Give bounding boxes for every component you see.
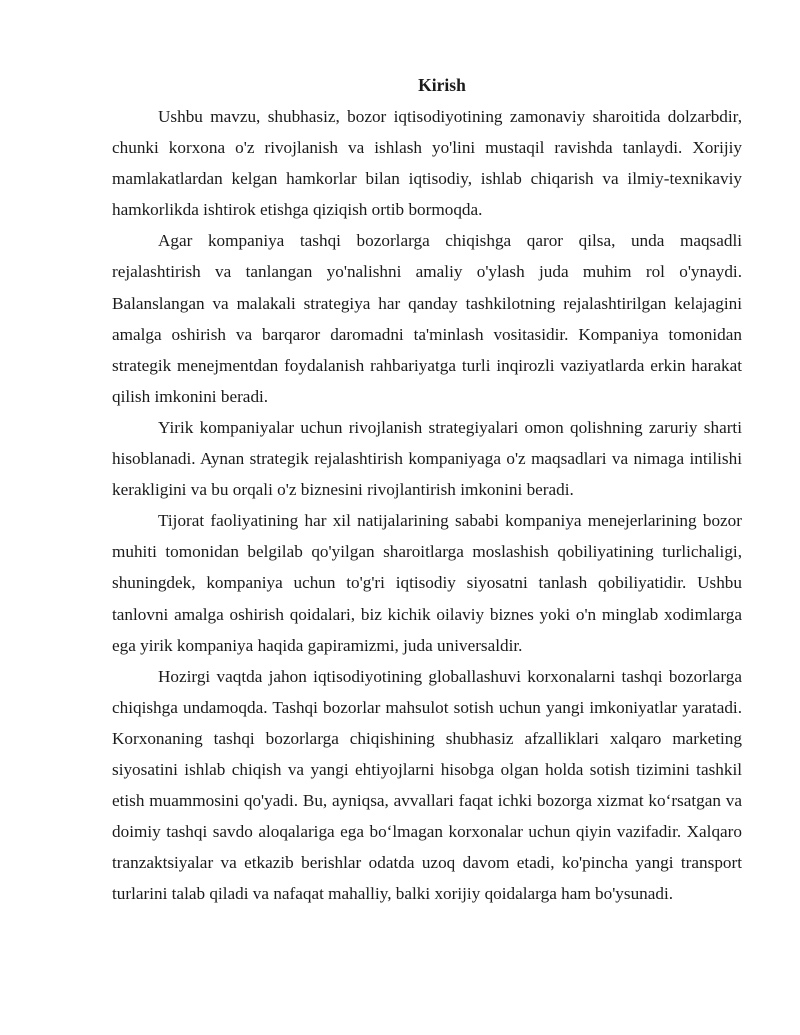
document-title: Kirish bbox=[418, 75, 466, 95]
paragraph-4: Tijorat faoliyatining har xil natijalarining sababi kompaniya menejerlarining bozor muhiti tomonidan belgilab qo'yilgan sharoitlarga moslashish qobiliyatining turlichaligi, shuningdek, kompaniya uchun to'g'ri iqtisodiy siyosatni tanlash qobiliyatidir. Ushbu tanlovni amalga oshirish qoidalari, biz kichik oilaviy biznes yoki o'n minglab xodimlarga ega yirik kompaniya haqida gapiramizmi, juda universaldir. bbox=[112, 511, 742, 655]
paragraph-2: Agar kompaniya tashqi bozorlarga chiqishga qaror qilsa, unda maqsadli rejalashtirish va tanlangan yo'nalishni amaliy o'ylash juda muhim rol o'ynaydi. Balanslangan va malakali strategiya har qanday tashkilotning rejalashtirilgan kelajagini amalga oshirish va barqaror daromadni ta'minlash vositasidir. Kompaniya tomonidan strategik menejmentdan foydalanish rahbariyatga turli inqirozli vaziyatlarda erkin harakat qilish imkonini beradi. bbox=[112, 231, 742, 406]
paragraph-1: Ushbu mavzu, shubhasiz, bozor iqtisodiyotining zamonaviy sharoitida dolzarbdir, chunki korxona o'z rivojlanish va ishlash yo'lini mustaqil ravishda tanlaydi. Xorijiy mamlakatlardan kelgan hamkorlar bilan iqtisodiy, ishlab chiqarish va ilmiy-texnikaviy hamkorlikda ishtirok etishga qiziqish ortib bormoqda. bbox=[112, 107, 742, 220]
paragraph-5: Hozirgi vaqtda jahon iqtisodiyotining globallashuvi korxonalarni tashqi bozorlarga chiqishga undamoqda. Tashqi bozorlar mahsulot sotish uchun yangi imkoniyatlar yaratadi. Korxonaning tashqi bozorlarga chiqishining shubhasiz afzalliklari xalqaro marketing siyosatini ishlab chiqish va yangi ehtiyojlarni hisobga olgan holda sotish tizimini tashkil etish muammosini qo'yadi. Bu, ayniqsa, avvallari faqat ichki bozorga xizmat ko‘rsatgan va doimiy tashqi savdo aloqalariga ega bo‘lmagan korxonalar uchun qiyin vazifadir. Xalqaro tranzaktsiyalar va etkazib berishlar odatda uzoq davom etadi, ko'pincha yangi transport turlarini talab qiladi va nafaqat mahalliy, balki xorijiy qoidalarga ham bo'ysunadi. bbox=[112, 666, 742, 904]
document-body bbox=[112, 70, 742, 909]
paragraph-3: Yirik kompaniyalar uchun rivojlanish strategiyalari omon qolishning zaruriy sharti hisoblanadi. Aynan strategik rejalashtirish kompaniyaga o'z maqsadlari va nimaga intilishi kerakligini va bu orqali o'z biznesini rivojlantirish imkonini beradi. bbox=[112, 417, 742, 500]
